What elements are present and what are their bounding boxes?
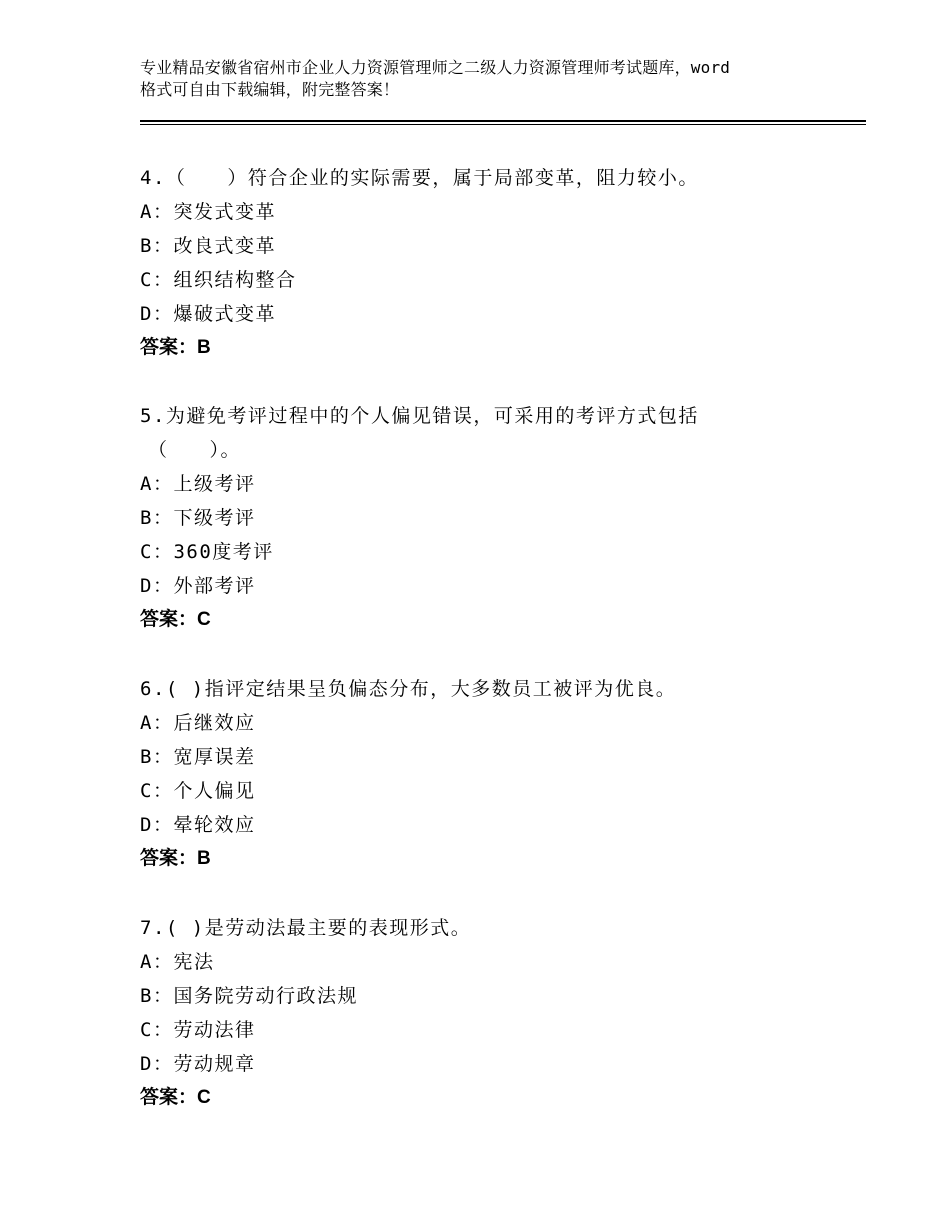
question-stem: 7.( )是劳动法最主要的表现形式。 (140, 917, 472, 939)
option-d: D：外部考评 (140, 575, 256, 597)
document-header (140, 57, 830, 101)
option-c: C：劳动法律 (140, 1019, 256, 1041)
question-stem-continuation: （ ）。 (148, 439, 242, 461)
option-b: B：宽厚误差 (140, 746, 256, 768)
header-divider-thick (140, 120, 866, 122)
answer-label: 答案：C (140, 1087, 211, 1108)
header-title-line-2: 格式可自由下载编辑，附完整答案！ (140, 80, 400, 99)
option-d: D：劳动规章 (140, 1053, 256, 1075)
question-5 (140, 399, 830, 637)
option-b: B：下级考评 (140, 507, 256, 529)
option-d: D：爆破式变革 (140, 303, 276, 325)
option-a: A：上级考评 (140, 473, 256, 495)
question-7 (140, 911, 830, 1115)
option-a: A：宪法 (140, 951, 215, 973)
option-b: B：改良式变革 (140, 235, 276, 257)
header-title-line-1: 专业精品安徽省宿州市企业人力资源管理师之二级人力资源管理师考试题库，word (140, 58, 731, 77)
answer-label: 答案：C (140, 609, 211, 630)
header-divider-thin (140, 124, 866, 125)
option-c: C：个人偏见 (140, 780, 256, 802)
option-a: A：突发式变革 (140, 201, 276, 223)
question-stem: 4.（ ）符合企业的实际需要，属于局部变革，阻力较小。 (140, 167, 699, 189)
question-stem: 5.为避免考评过程中的个人偏见错误，可采用的考评方式包括 (140, 405, 699, 427)
option-a: A：后继效应 (140, 712, 256, 734)
option-c: C：组织结构整合 (140, 269, 297, 291)
option-d: D：晕轮效应 (140, 814, 256, 836)
question-stem: 6.( )指评定结果呈负偏态分布，大多数员工被评为优良。 (140, 678, 677, 700)
option-b: B：国务院劳动行政法规 (140, 985, 358, 1007)
answer-label: 答案：B (140, 848, 211, 869)
question-6 (140, 672, 830, 876)
option-c: C：360度考评 (140, 541, 274, 563)
answer-label: 答案：B (140, 337, 211, 358)
question-4 (140, 161, 830, 365)
